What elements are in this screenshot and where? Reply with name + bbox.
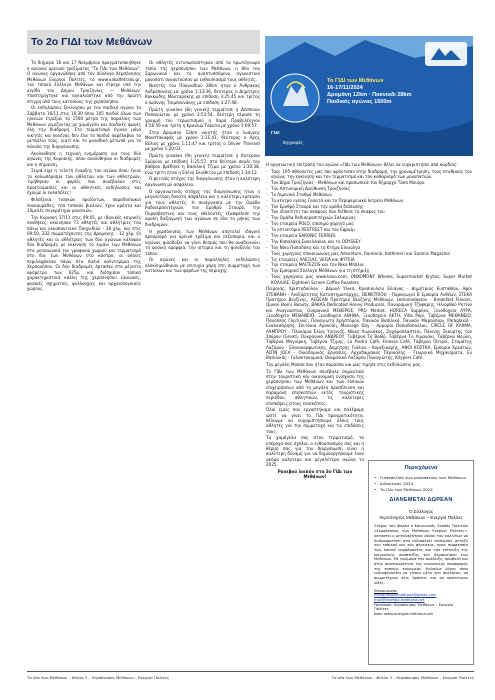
organization-description: Στόχος του Φορέα ο Κοινωνικός Σκοπός Πολιτών «Χερσόνησος των Μεθάνων Ενεργοί Πολίτες», καταστεί ο μεταλαβήτρος ρόλος του καλλίτων να διαδραματίσει στα ενδιαφέρει επιδημίας μεταξύ του τοπικού και του φέρτατος, προς προστασία των κοινού συμφέροντος και την επίτευξη της κοινωνικής αναπτυξης του Χερσονήσου των Μεθάνων. Με γνώμονα την ανάδειξη, προβολή και στην προτεραιότητα της κοινωνικής προσφοράς της τοπικής κοινωνίας. Καλούμε όλους όσοι ενδιαφέρονται να γίνουν μέλη του συλλόγου, να συμμετέχουν στις δράσεις και να προτείνουν ιδέες. bbox=[374, 524, 468, 585]
list-item: - Την Αστυνομική Διεύθυνση Τροιζηνίας bbox=[266, 186, 472, 191]
paragraph: Ο φετινός στόχος της διοργάνωσης ήταν η καλύτερη οργάνωση με ασφάλεια. bbox=[145, 176, 260, 187]
email-link[interactable]: mail@energia-methana.net bbox=[374, 597, 425, 602]
paragraph: Οι εκδηλώσεις ξεκίνησαν με τον παιδικό αγώνα το Σάββατο 16/11 στις 16:30 όπου 105 παιδιά όλων των ηλικιών έτρεξαν το 1500 μέτρο της παραλίας των Μεθάνων γεμίζοντας με χαμόγελα και παιδικές φωνές όλη την διαδρομή. Στο τερματισμό έγιναν μόνο νικητές και κανένας δεν έλα τα παιδιά παρέλαβαν το μετάλλιο τους, γιατί και το μοναδικό μέτωπό για το σύνολο της διοργάνωσης. bbox=[27, 105, 141, 149]
sponsors-paragraph: Πειραιάς, Χριστοδούλου - Δομινό Υλικά, Κρασιουλείο Ελιάνας - Δημήτριος Ευσταθίου, Αφοι ΣΤΕΦΑΝΗ - Ανεξάρτητος Καταστηματάρχης, DEMETRIOU - Παραγωγοί Β Εμπορία Ανθέων, ΣΤΕΚΑ Πρατήριο Βενζίνης, AEGEAN Πρατήριο Βενζίνης Μεθάνων, Lemonodassos - Breakfast Flavors, Queen Bee's Beauty, BAKAS Dedicated Honey Producers, Πανοραμική Τζοφάρης, Ηλιορθού Ρητίνο και Αναγνωστου, Ουκρανικό MEΘΕΡΟΣ, PRO Market, HORECA Supplies, Ξενοδοχείο ΛΥΡΑ, Ξενοδοχείο ΜΕΘΑΝΕΙΟ, Ξενοδοχείο ΑΘΗΝΑ, Ξενοδοχείο ΑΚΤΗ, Villa Pepi, Ταβέρνα ΜΕΘΑΝΕΙΟ, Πανοπλος Γόρτυνος, Παναγιωτη Χρηστόμου, Πανικόν Βασιλικό, Πανικόν Μαρούσιου, Paraglaxia - Εναλασάρηση, Σπιτάκια Αρνούλη, Massage Day - Αρμορίο Παπαδοπούλου, CIRCLE OF KARMA, ΛΑΜΠΡΟΥ - Πλοκάμια Ελίας Υγιεινής, Νίκος Λιωνιάκος, Ζαχαροπλαστείο, Πάνινης Σκουρτης του Σπύρου (Great), Ουκρανικό ΑΝΔΡΕΟΥ, Ταβέρνα Το ΒαΘύ, Ταβέρνα Το Λιμανάκι, Ταβέρνα Θεώνη, Ταβέρνα Μαγιορκή, Ταβέρνα Τζιμης, La Piedra Café, Finessa Café, Ταβέρνα Ούτρικ, Σταμάτης Λαζάρου - Ελαιοκαρφωτικής, Δημήτρης Γιάλινο - Κορεξικάρης, ΑΦΟΙ ΚΟΣΤΚΑ, Εμπορία Κρεάτων, ALTIN JOCA - Οικοδομικός Εργασίες, Αρχοδαμιάκος Περικάλης - Γεωργικά Μηχανήματα, Ευ Βασιλικός - Γαλακτοκομικά, Ουκρανικό Λαζάρου Παναγιώτης, Kilypers Café. bbox=[266, 286, 472, 361]
poster-dates: 16-17/11/2024 bbox=[327, 85, 363, 91]
website-text: web: www.energia-methana.net bbox=[374, 612, 433, 617]
poster-text-block bbox=[327, 78, 467, 106]
footer-left: Τα νέα των Μεθάνων – Φύλλο 3 – Χερσόνησος Μεθάνων – Ενεργοί Πολίτες bbox=[27, 675, 170, 680]
paragraph: Οι αγώνες και οι παράλληλες εκδηλώσεις ολοκληρώθηκαν με επιτυχία χάρη στη συμμετοχή των κατοίκων και των φορέων της περιοχής. bbox=[145, 257, 260, 274]
paragraph: Το ΓΙΔι των Μεθάνων συνέβαλε σημαντικά στην τουριστική και οικονομική ενίσχυση της χερσονήσου των Μεθάνων και των τοπικών επιχειρήσεων από τη μεγάλη προσέλευση και παραμονή επισκεπτών εκτός τουριστικής περιόδου, αθλητικών, τις καλύτερες επισκέψεις στους επισκέπτες. bbox=[266, 368, 364, 406]
poster-races: Δρομάνη 12km · Πακνιαδι 28km bbox=[327, 92, 412, 98]
article-column-right bbox=[266, 162, 472, 481]
list-item: - Τον Νίκο Παπαδάκη και το Κτήμα Ελαιούγα bbox=[266, 245, 472, 250]
page-footer bbox=[27, 671, 474, 680]
list-item: - Την Εμπορικό Σύλλογο Μεθάνων για τη στήριξη bbox=[266, 268, 472, 273]
event-poster bbox=[265, 36, 473, 156]
list-item: - Τους 195 αθλούντες μας που φρόντισαν στην διαδρομή, την χρονομέτρηση, τους σταθμούς του αγώνα, την εκκίνηση και τον τερματισμό και τον καθαρισμό των μονοπατιών. bbox=[266, 169, 472, 180]
paragraph: Την Κυριακή 17/11 στις 09:05, με ιδανικές καιρικές συνθήκες, εκκίνησαν 73 αθλητές και αθλήτριες του πάνω και εκκαπαντικού Παιχνιδιού - 28 χλμ. και στις 09:50, 232 συμμετέχοντες της Δρομάνης - 12 χλμ. Οι αθλητές και οι αθλήτριες των δύο αγώνων κάλυψαν δύο διαδρομές με εκκίνηση το λιμάνι των Μεθάνων στα μεσαιωνικά του γραφικού χωριού και τερματισμό στο δια των Μεθάνων στο κάστρο, οι οποίες περιλάμβαναν πάνω στα παλιά καλντερίμια της Χερσονήσου. Οι δύο διαδρομές έφτασαν στο μέγιστο υψόμετρο των 625μ. και διέσχισαν τοπικά χαρακτηριστικά κάλλη της χερσονήσου ελαιώνες, φυσικές σχηματίες, φυλλουχίες και αρχαιολογικούς χώρους. bbox=[27, 214, 141, 292]
paragraph: Την μεγάλη Μούσα που ήταν παρούσα και μας τίμησε στις εκδηλώσεις μας. bbox=[266, 361, 422, 367]
list-item: - Την εταιρεία POLO, επίσημο χορηγό μας bbox=[266, 221, 472, 226]
poster-logo-icon bbox=[425, 42, 467, 66]
list-item: - Τον Δήμο Τροιζηνίας - Μεθάνων και προσωπικά τον δήμαρχο Τάσο Μουίρο. bbox=[266, 180, 472, 185]
paragraph: Νικητές του Πακνιαδιού 28km ήταν ο Άνθρακας Ανδρόπουλος με χρόνο 3:13:36, δεύτερος ο Δημήτρης Κοκκώδης Μανταράκης με επίδοση 3:25:45 και τρίτος ο Ιωάννης Τσιμπουνάκης με επίδοση 3:27:48. bbox=[145, 83, 260, 105]
poster-badge: ΓΙΔΙ bbox=[271, 130, 280, 135]
contact-block bbox=[374, 589, 468, 617]
paragraph: Η χερσόνησος των Μεθάνων αποτελεί ιδανικό προορισμό για ορεινό τρέξιμο και πεζοπορία, και ο αγώνας φιλοδοξεί να γίνει θεσμός που θα αναδεικνύει τη φυσική ομορφιά, την ιστορία και τη φιλοξενία του τόπου. bbox=[145, 228, 260, 256]
contents-list bbox=[374, 475, 468, 492]
thanks-intro: Η οργανωτική επιτροπή του αγώνα «ΓΙΔι των Μεθάνων» θέλει να ευχαριστήσει από καρδιάς: bbox=[266, 162, 458, 167]
article-column-middle bbox=[145, 60, 260, 275]
list-item: - Το κέντρο υγείας Γαλατά και το Περιφερειακό Ιατρείο Μεθάνων bbox=[266, 198, 472, 203]
list-item: - Το εστιατόριο RESTREET και τον Εφραίμ bbox=[266, 227, 472, 232]
organization-line: Ο Σύλλογος bbox=[408, 509, 434, 515]
paragraph: Όλοι εμείς που εργαστήκαμε και παλέψαμε ώστε να γίνει το ΓΙΔι πραγματικότητα, θέλουμε να ευχαριστήσουμε όλους τους αθλητές για την συμμετοχή και τις επιδόσεις τους. bbox=[266, 407, 364, 434]
list-item: - Την Ομάδα Ραδιοερασιτεχνών Σαλαμίνας bbox=[266, 215, 472, 220]
paragraph: Το διήμερο 16 και 17 Νοεμβρίου πραγματοποιήθηκε ο αγώνας ορεινού τρεξίματος "Το ΓΙΔι των Μεθάνων". Ο αγώνας οργανώθηκε από τον σύλλογο Χερσόνησος Μεθάνων Ενεργοί Πολίτες, το www.vakaltetrails.gr, τον τοπικό Σύλλογο Μεθάνων και έτρεχε υπό την αιγίδα του Δήμου Τροιζηνίας — Μεθάνων. Υποστηρίχτηκε και αγκαλιάστηκε από την πρώτη στιγμή από τους κατοίκους της χερσονήσου. bbox=[27, 60, 141, 104]
closing-line: Ρανεβού λοιπόν στο 3ο ΓΙΔι των Μεθάνων! bbox=[277, 469, 353, 480]
list-item: - Την εταιρεία MALTEZOS και τον Νίκο Μπόλια bbox=[266, 262, 472, 267]
paragraph: Σειρά είχε η τελετή έναρξης του αγώνα όπου έγινε το καλωσόρισμα των αθλητών και των αθλητριών, τιμήθηκαν οι φορείς που συνέβαλαν στις προετοιμασίες και οι αθλητικές εκδηλώσεις και έχουμε οι εκλαπέλες! bbox=[27, 168, 141, 196]
closing-block bbox=[266, 369, 364, 480]
poster-title: Το ΓΙΔΙ των Μεθάνων bbox=[327, 78, 384, 84]
paragraph: Τα χαμόγελα σας στον τερματισμό, τα υπέροχα σας σχόλια, ο ενθουσιασμός σας και η θέρμη σας για την διοργάνωση είναι η καλύτερη δύναμη για να δημιουργήσουμε έναν ακόμα καλύτερο και μεγαλύτερο αγώνα το 2025. bbox=[266, 435, 364, 467]
contents-item: • Γιστοσελίδα των μονοπατιών των Μεθάνων bbox=[374, 475, 468, 481]
footer-right: Τα νέα των Μεθάνων – Φύλλο 3 – Χερσόνησος Μεθάνων – Ενεργοί Πολίτες bbox=[331, 675, 474, 680]
list-item: - Τον Ερυθρό Σταυρό και την ομάδα διάσωσης bbox=[266, 204, 472, 209]
contents-item: • Το ΓΙΔι των Μεθάνων 2024 bbox=[374, 487, 468, 493]
thanks-list bbox=[266, 169, 472, 285]
list-item: - Τους χορηγούς μας www.kavo.com, ONXOMONY Wheels, Supermarket Krytsis, Super Market ΚΟΛΛΙΑΣ, Eighteen Screen Coffee Roasters bbox=[266, 274, 472, 285]
organization-name bbox=[374, 509, 468, 521]
contents-item: • Διδακτικός 2024 bbox=[374, 481, 468, 487]
list-item: - Την Καπαλάκη Σακελλάκου και το ODYSSEY bbox=[266, 239, 472, 244]
contact-label: Επικοινωνία: bbox=[374, 588, 398, 593]
paragraph: Πρώτη γυναίκα (8η γενική) τερμάτισε η Δέσποινα Παπαγιώτου με χρόνο 3:53:54, δεύτερη πέρασε τη γραμμή του τερματισμού η Χαρά Προβελέγγιου 4:56:59 και τρίτη η Κραιλιώ Τάκατα με χρόνο 5:09:57. bbox=[145, 106, 260, 129]
paragraph: Φιλοξενία τοπικών προϊόντων, παραδοσιακοί λουκουμάδες, τοπ τοπικόν βιολιών, έχεα κρέατα και 10μελές συγκρότημα μουσικών. bbox=[27, 197, 141, 214]
paragraph: Πρώτη γυναίκα (9η γενική) τερμάτισε η Κατερίνα Σμύρνου με επίδοση 1:25:57, στο δεύτερο σκαλί του βάθρου βρέθηκε η Βασιλική Τζιμα με χρόνο 1:30:38, ενώ τρίτη ήταν η Ελένη Σκιάθιτου με επίδοση 1:34:12. bbox=[145, 153, 260, 175]
info-sidebar bbox=[368, 460, 474, 665]
free-distribution-heading: ΔΙΑΝΕΜΕΤΑΙ ΔΩΡΕΑΝ bbox=[389, 497, 453, 504]
list-item: - Την εταιρεία SARONIC FERRIES bbox=[266, 233, 472, 238]
paragraph: Ο οργανωτικός στόχος της διοργάνωσης ήταν η μεγαλύτερη δυνατή ασφάλεια και η καλύτερη εμπειρία για τους αθλητές. Η συνεργασία με την Ομάδα Ραδιοερασιτεχνών, τον Ερυθρό Σταυρό, την Πυροσβεστική και τους εθελοντές εξασφάλισε την ομαλή διεξαγωγή των αγώνων σε όλο το μήκος των διαδρομών. bbox=[145, 188, 260, 227]
contents-title: Περιεχόμενα bbox=[404, 465, 438, 471]
poster-kids-race: Παιδικός αγώνας 1500m bbox=[327, 99, 392, 105]
paragraph: Στην Δρομάνη 12km νικητής ήταν ο Ιωάννης Μουστακαφάς με χρόνο 1:11:41, δεύτερος ο Άρης Βέλιος με χρόνο 1:11:47 και τρίτος ο Olivier Thierard με χρόνο 1:20:03. bbox=[145, 129, 260, 152]
article-column-left bbox=[27, 60, 141, 293]
organization-line: Χερσόνησος Μεθάνων – Ενεργοί Πολίτες bbox=[379, 515, 463, 521]
list-item: - Τους χορηγούς επικοινωνίας μας Adventure, Runnerai, Kathimeri και Saronic Magazine bbox=[266, 251, 472, 256]
list-item: - Τον ιδιοκτήτη του σκάφους που διέθεσε το σκάφος του bbox=[266, 209, 472, 214]
list-item: - Τις εταιρείες ΑΛΕΞΙΑΣ, VEGA και ΦΥΤΕΙΑ bbox=[266, 257, 472, 262]
paragraph: Ακολούθησε η τεχνική ενημέρωση για τους δύο αγώνες της Κυριακής, όπου αναλύθηκαν οι διαδρομές και η σήμανση. bbox=[27, 150, 141, 167]
email-link[interactable]: hersonissosfmethana@gmail.com bbox=[374, 593, 437, 598]
list-item: - Το Λιμενικό Σταθμό Μεθάνων bbox=[266, 192, 472, 197]
article-title-bar bbox=[27, 30, 260, 54]
paragraph: Οι αθλητές εντυπωσιάστηκαν από το πρωτόγνωρο τοπίο της χερσονήσου των Μεθάνων, η θέα του Σαρωνικού και το αναπτυσσόμενο αγωνιστικό μονοπάτι συναντούσαν με ενθουσιασμό τους αθλητές. bbox=[145, 60, 260, 82]
article-title: Το 2ο ΓΙΔΙ των Μεθάνων bbox=[31, 36, 153, 48]
facebook-text: Facebook: Χερσόνησος Μεθάνων – Ενεργοί Πολίτες bbox=[374, 602, 454, 612]
poster-registration-tag: Εγγραφές bbox=[283, 140, 303, 145]
